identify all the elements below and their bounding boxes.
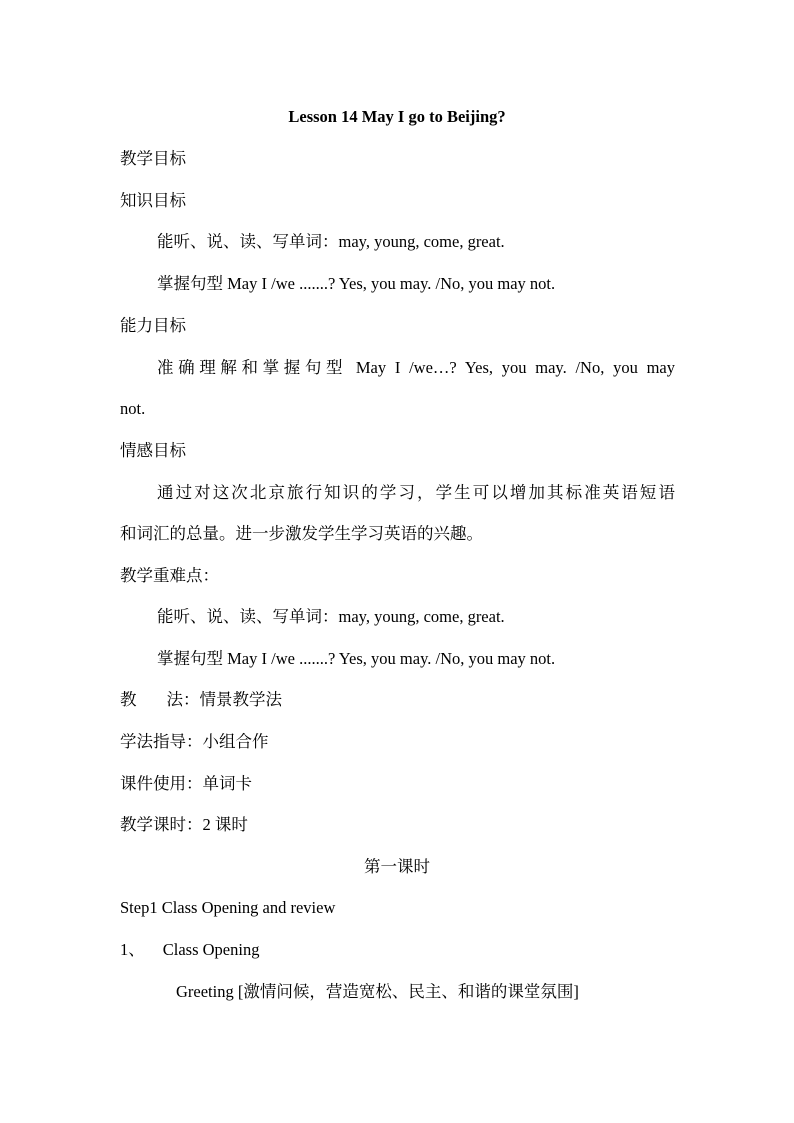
subheading-knowledge-goals: 知识目标 bbox=[120, 191, 186, 210]
ability-item-line-1: 准确理解和掌握句型 May I /we…? Yes, you may. /No, you may bbox=[157, 358, 675, 377]
courseware-usage: 课件使用：单词卡 bbox=[120, 774, 252, 793]
knowledge-item-1: 能听、说、读、写单词：may, young, come, great. bbox=[157, 232, 505, 251]
class-periods: 教学课时：2 课时 bbox=[120, 815, 248, 834]
subheading-emotion-goals: 情感目标 bbox=[120, 441, 186, 460]
key-point-item-2: 掌握句型 May I /we .......? Yes, you may. /No, you may not. bbox=[157, 649, 556, 668]
section-heading-goals: 教学目标 bbox=[120, 149, 186, 168]
teaching-method-value: 法：情景教学法 bbox=[166, 690, 282, 709]
teaching-method-label: 教 bbox=[120, 690, 137, 709]
page-title: Lesson 14 May I go to Beijing? bbox=[288, 107, 506, 126]
teaching-method bbox=[120, 690, 282, 710]
knowledge-item-2: 掌握句型 May I /we .......? Yes, you may. /No, you may not. bbox=[157, 274, 556, 293]
list-item-1-text: Class Opening bbox=[162, 940, 260, 959]
emotion-item-line-2: 和词汇的总量。进一步激发学生学习英语的兴趣。 bbox=[120, 524, 483, 543]
greeting-line: Greeting [激情问候，营造宽松、民主、和谐的课堂氛围] bbox=[176, 982, 579, 1001]
study-guide: 学法指导：小组合作 bbox=[120, 732, 269, 751]
step1-heading: Step1 Class Opening and review bbox=[120, 898, 336, 917]
list-item-1 bbox=[120, 940, 259, 960]
subheading-ability-goals: 能力目标 bbox=[120, 316, 186, 335]
ability-item-line-2: not. bbox=[120, 399, 146, 418]
emotion-item-line-1: 通过对这次北京旅行知识的学习，学生可以增加其标准英语短语 bbox=[157, 483, 675, 502]
key-point-item-1: 能听、说、读、写单词：may, young, come, great. bbox=[157, 607, 505, 626]
section-heading-key-points: 教学重难点： bbox=[120, 566, 219, 585]
first-period-heading: 第一课时 bbox=[364, 857, 430, 876]
list-item-1-number: 1、 bbox=[120, 940, 145, 959]
